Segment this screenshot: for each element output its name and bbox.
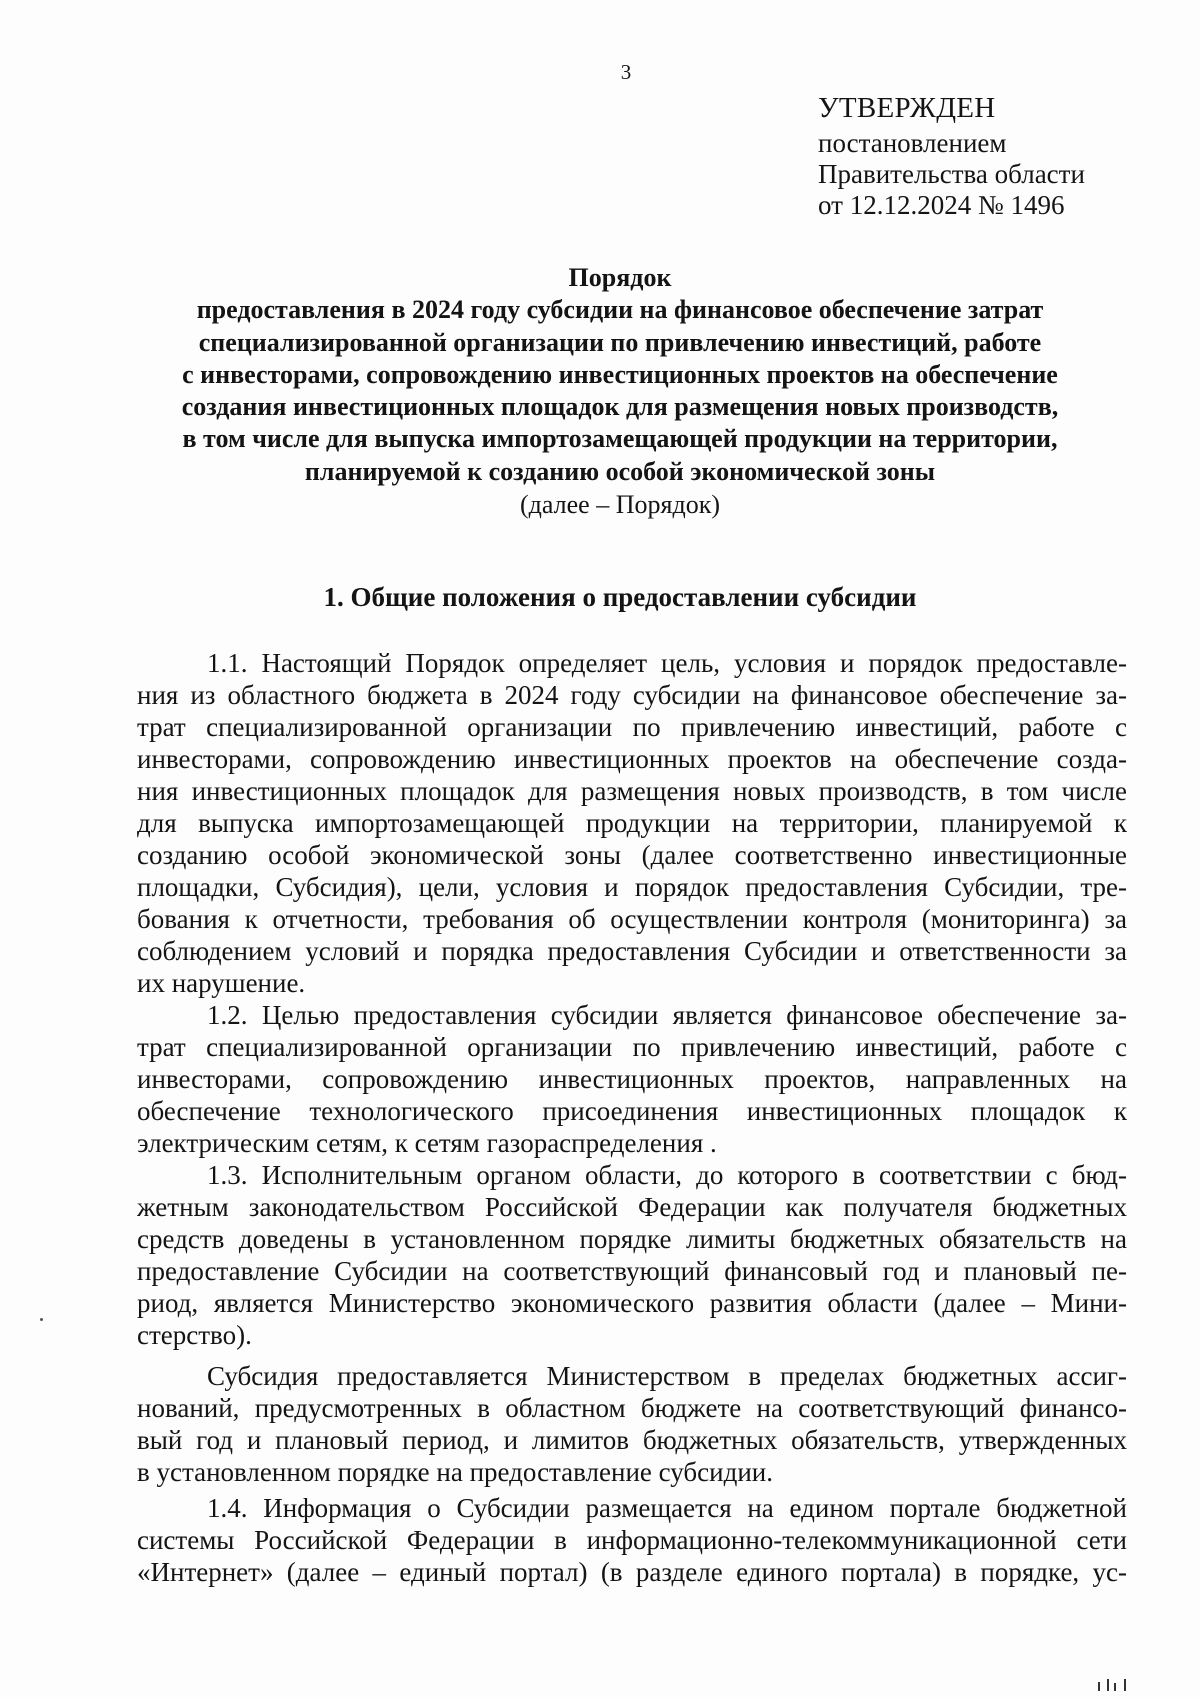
scan-edge-marks <box>1098 1677 1138 1691</box>
body-text <box>137 647 1127 1588</box>
document-title-line: планируемой к созданию особой экономической зоны <box>304 456 936 486</box>
approval-line: Правительства области <box>818 159 1085 189</box>
document-title-line: предоставления в 2024 году субсидии на финансовое обеспечение затрат <box>196 295 1044 325</box>
text-line: нований, предусмотренных в областном бюджете на соответствующий финансо- <box>137 1393 1127 1423</box>
text-line: 1.4. Информация о Субсидии размещается на едином портале бюджетной <box>207 1493 1127 1523</box>
paragraph-1-4 <box>137 1492 1127 1588</box>
text-line: их нарушение. <box>137 968 306 998</box>
section-heading: 1. Общие положения о предоставлении субсидии <box>323 582 917 612</box>
document-title-line: специализированной организации по привлечению инвестиций, работе <box>198 327 1042 357</box>
text-line: для выпуска импортозамещающей продукции на территории, планируемой к <box>137 808 1127 838</box>
text-line: обеспечение технологического присоединения инвестиционных площадок к <box>137 1096 1127 1126</box>
document-title-line: Порядок <box>568 263 672 292</box>
text-line: площадки, Субсидия), цели, условия и порядок предоставления Субсидии, тре- <box>137 872 1127 902</box>
text-line: трат специализированной организации по привлечению инвестиций, работе с <box>137 712 1127 742</box>
paragraph-1-3-continued <box>137 1360 1127 1488</box>
text-line: 1.1. Настоящий Порядок определяет цель, условия и порядок предоставле- <box>207 648 1127 678</box>
document-title-line: создания инвестиционных площадок для размещения новых производств, <box>181 392 1059 422</box>
text-line: ния инвестиционных площадок для размещения новых производств, в том числе <box>137 776 1127 806</box>
text-line: соблюдением условий и порядка предоставления Субсидии и ответственности за <box>137 936 1127 966</box>
scan-speck <box>40 1318 43 1321</box>
text-line: электрическим сетям, к сетям газораспределения . <box>137 1128 717 1158</box>
text-line: средств доведены в установленном порядке лимиты бюджетных обязательств на <box>137 1224 1127 1254</box>
approval-line: постановлением <box>818 128 1007 158</box>
text-line: в установленном порядке на предоставление субсидии. <box>137 1457 773 1487</box>
approval-stamp-block <box>818 88 1178 221</box>
text-line: ния из областного бюджета в 2024 году субсидии на финансовое обеспечение за- <box>137 680 1127 710</box>
paragraph-1-1 <box>137 647 1127 999</box>
approval-line: от 12.12.2024 № 1496 <box>818 190 1065 220</box>
document-title-line: с инвесторами, сопровождению инвестиционных проектов на обеспечение <box>182 359 1058 389</box>
text-line: созданию особой экономической зоны (далее соответственно инвестиционные <box>137 840 1127 870</box>
document-title-line: в том числе для выпуска импортозамещающей продукции на территории, <box>182 424 1058 454</box>
document-title <box>120 262 1120 522</box>
text-line: жетным законодательством Российской Федерации как получателя бюджетных <box>137 1192 1127 1222</box>
text-line: вый год и плановый период, и лимитов бюджетных обязательств, утвержденных <box>137 1425 1127 1455</box>
page-number: 3 <box>620 60 632 84</box>
text-line: 1.2. Целью предоставления субсидии является финансовое обеспечение за- <box>207 1000 1127 1030</box>
text-line: «Интернет» (далее – единый портал) (в разделе единого портала) в порядке, ус- <box>137 1557 1127 1587</box>
text-line: бования к отчетности, требования об осуществлении контроля (мониторинга) за <box>137 904 1127 934</box>
text-line: трат специализированной организации по привлечению инвестиций, работе с <box>137 1032 1127 1062</box>
approval-title: УТВЕРЖДЕН <box>818 92 996 124</box>
text-line: инвесторами, сопровождению инвестиционных проектов на обеспечение созда- <box>137 744 1127 774</box>
paragraph-1-3 <box>137 1159 1127 1351</box>
text-line: риод, является Министерство экономического развития области (далее – Мини- <box>137 1288 1127 1318</box>
document-title-note: (далее – Порядок) <box>520 490 720 520</box>
text-line: предоставление Субсидии на соответствующий финансовый год и плановый пе- <box>137 1256 1127 1286</box>
paragraph-1-2 <box>137 999 1127 1159</box>
text-line: 1.3. Исполнительным органом области, до которого в соответствии с бюд- <box>207 1160 1127 1190</box>
text-line: стерство). <box>137 1320 252 1350</box>
text-line: Субсидия предоставляется Министерством в пределах бюджетных ассиг- <box>207 1361 1127 1391</box>
text-line: системы Российской Федерации в информационно-телекоммуникационной сети <box>137 1525 1127 1555</box>
text-line: инвесторами, сопровождению инвестиционных проектов, направленных на <box>137 1064 1127 1094</box>
